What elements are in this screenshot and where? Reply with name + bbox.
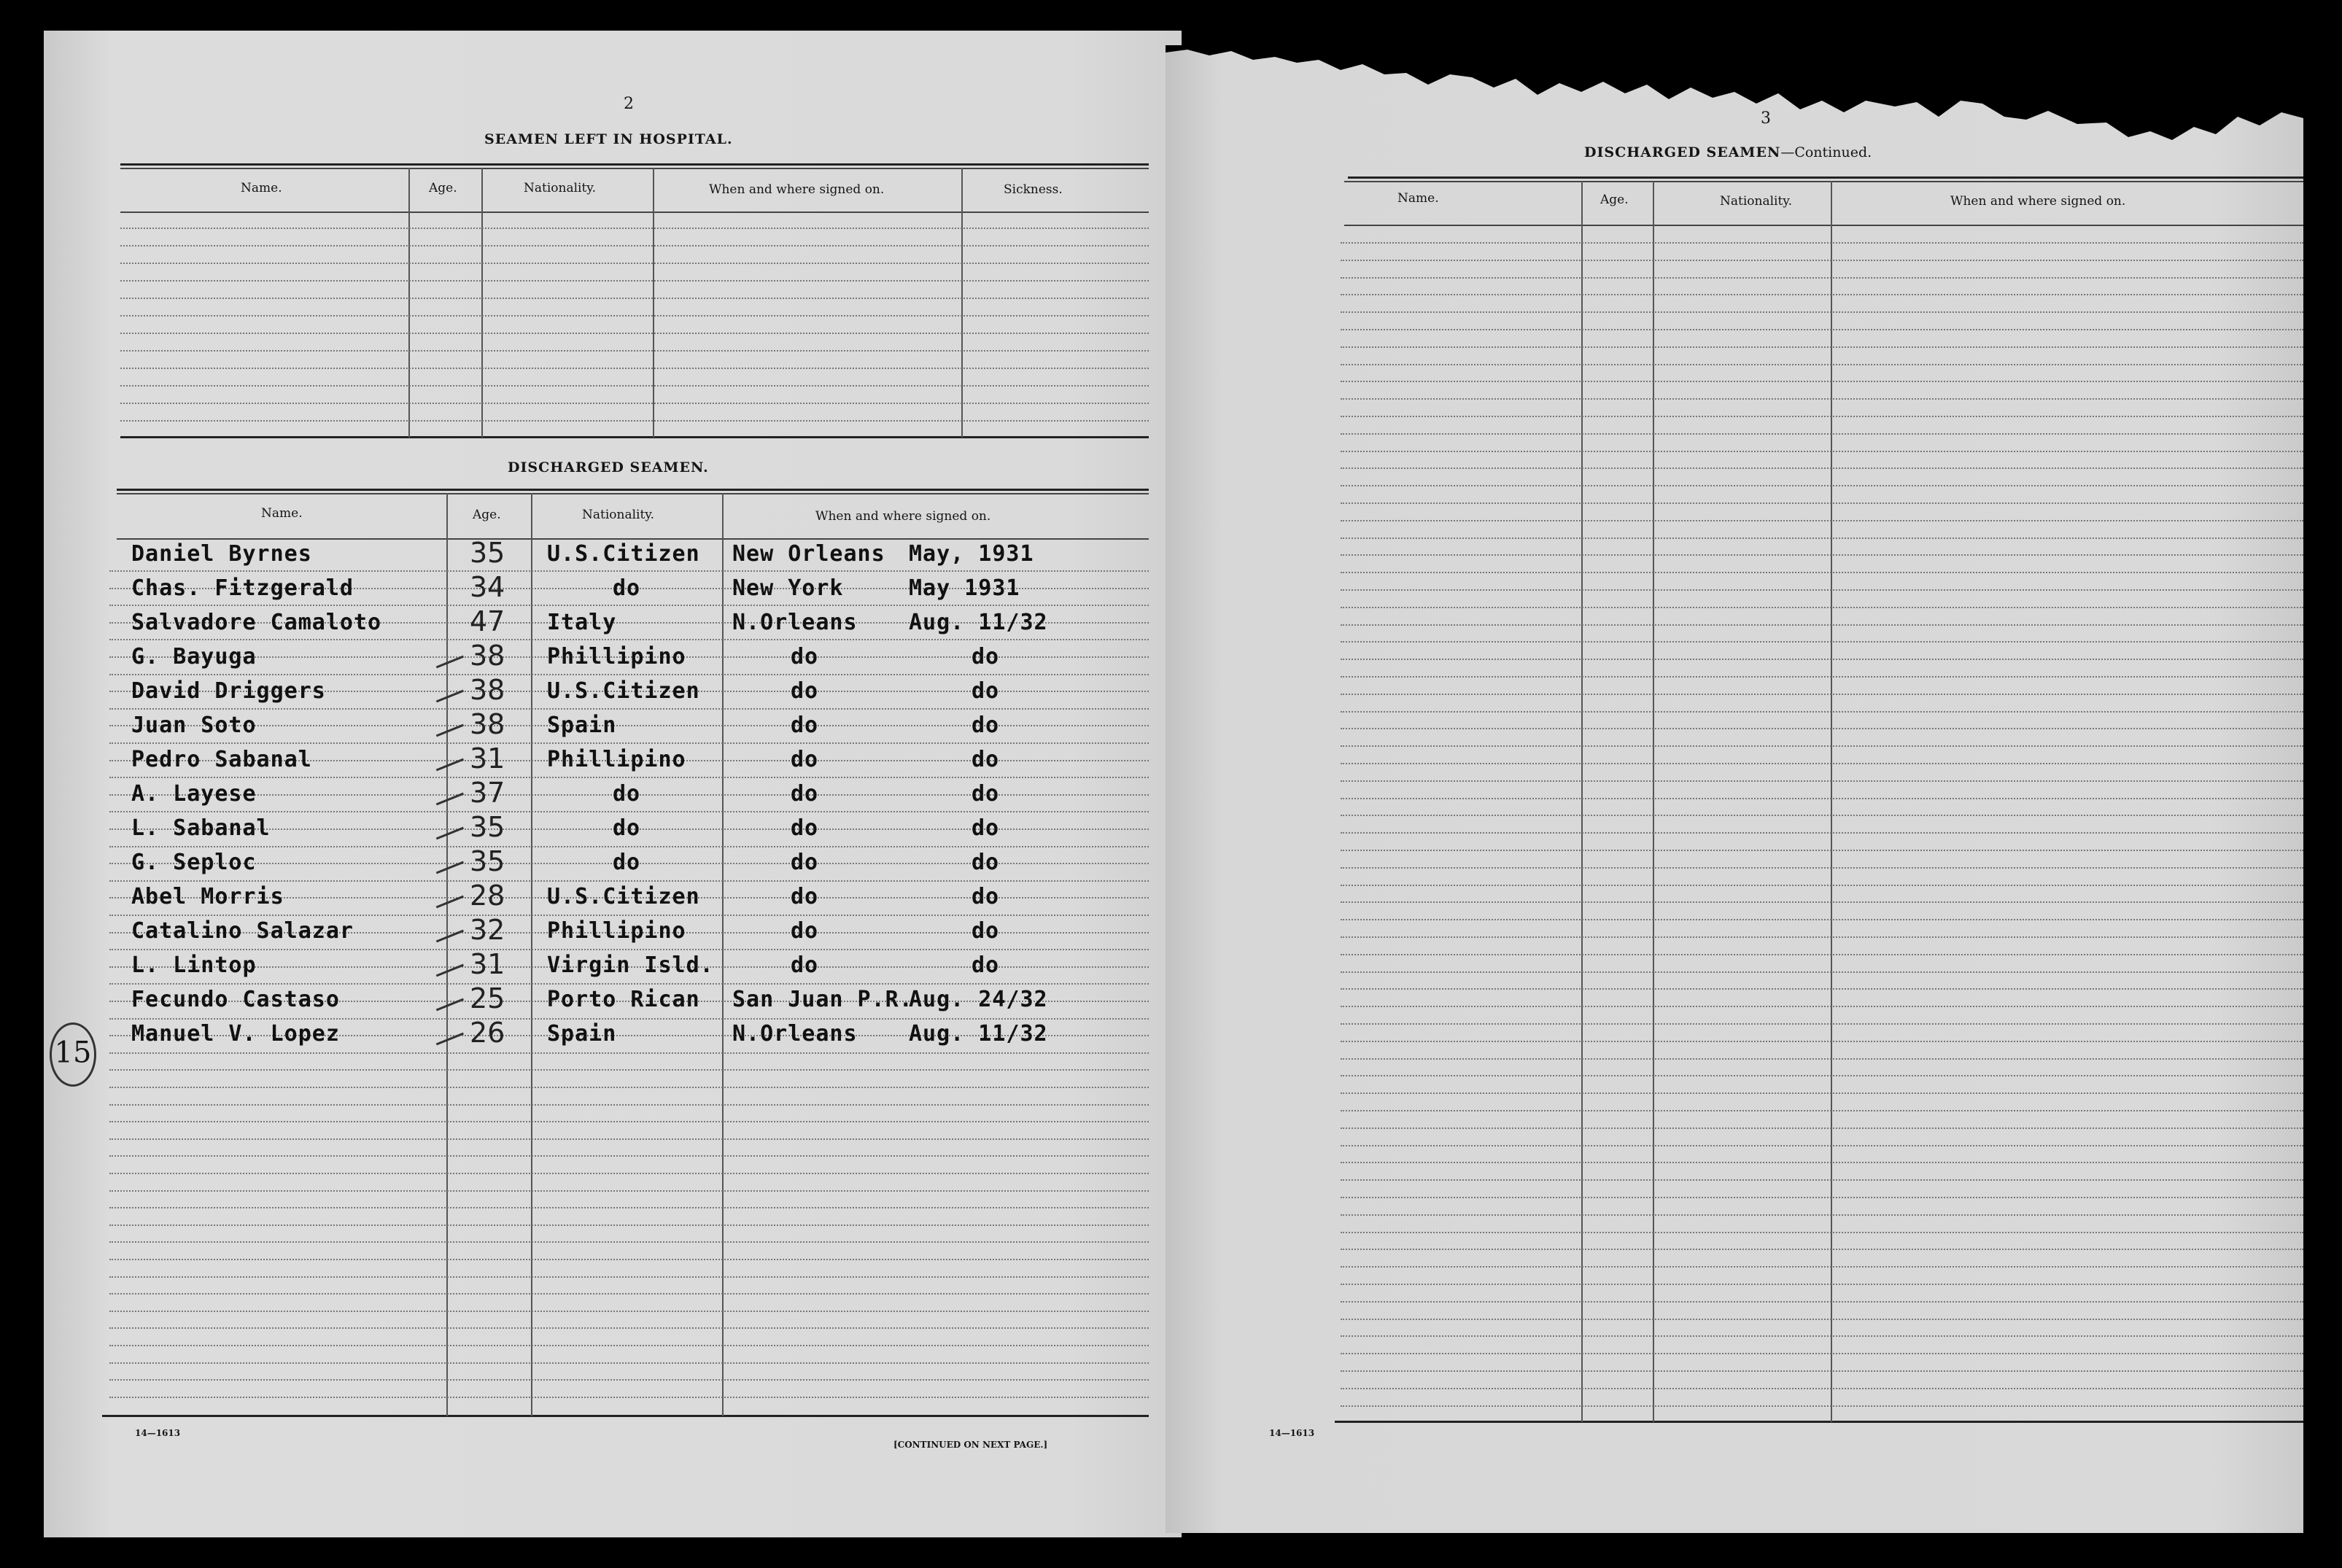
ruled-line (1341, 676, 2303, 678)
seaman-nationality: do (613, 850, 641, 875)
ruled-line (109, 742, 1149, 744)
ruled-line (120, 350, 1149, 352)
seaman-name: David Driggers (131, 678, 326, 704)
ruled-line (109, 1362, 1149, 1364)
continued-note: [CONTINUED ON NEXT PAGE.] (893, 1440, 1048, 1450)
ruled-line (1341, 1092, 2303, 1094)
ruled-line (1341, 1110, 2303, 1111)
ruled-line (109, 949, 1149, 950)
check-mark (429, 947, 464, 977)
hospital-section-title: SEAMEN LEFT IN HOSPITAL. (484, 131, 733, 147)
ruled-line (1341, 641, 2303, 643)
ruled-line (1341, 867, 2303, 869)
right-table-top-rule (1348, 176, 2303, 179)
ruled-line (120, 420, 1149, 422)
signed-on-place: do (791, 918, 819, 944)
signed-on-place: do (791, 850, 819, 875)
seaman-age: 31 (470, 948, 505, 980)
seaman-name: Manuel V. Lopez (131, 1021, 340, 1047)
ruled-line (1341, 485, 2303, 486)
ruled-line (109, 846, 1149, 847)
seaman-nationality: Phillipino (547, 918, 686, 944)
signed-on-date: do (972, 884, 1000, 909)
signed-on-date: do (972, 713, 1000, 738)
margin-mark-text: 15 (54, 1036, 92, 1070)
ruled-line (1341, 936, 2303, 938)
seaman-age: 38 (470, 640, 505, 672)
ruled-line (1341, 1232, 2303, 1233)
discharged-col-signed-on: When and where signed on. (815, 509, 991, 524)
seaman-name: Salvadore Camaloto (131, 610, 382, 635)
right-col-divider (1831, 181, 1832, 1422)
discharged-col-age: Age. (473, 508, 501, 522)
ruled-line (1341, 1249, 2303, 1250)
form-number: 14—1613 (135, 1428, 181, 1438)
discharged-table-bottom-rule (102, 1415, 1149, 1417)
ruled-line (1341, 1075, 2303, 1076)
ruled-line (109, 880, 1149, 882)
hospital-col-nationality: Nationality. (524, 181, 597, 195)
seaman-name: G. Seploc (131, 850, 257, 875)
seaman-age: 35 (470, 845, 505, 877)
hospital-table-top-rule-2 (120, 168, 1149, 169)
discharged-col-nationality: Nationality. (582, 508, 655, 522)
ruled-line (109, 1241, 1149, 1243)
ruled-line (1341, 1335, 2303, 1337)
hospital-col-divider (961, 168, 963, 438)
seaman-age: 26 (470, 1017, 505, 1049)
ruled-line (1341, 832, 2303, 834)
ruled-line (109, 1345, 1149, 1346)
seaman-nationality: U.S.Citizen (547, 541, 700, 567)
ruled-line (1341, 885, 2303, 886)
check-mark (429, 981, 464, 1012)
ruled-line (1341, 1319, 2303, 1320)
ruled-line (1341, 554, 2303, 556)
seaman-name: Chas. Fitzgerald (131, 575, 354, 601)
seaman-nationality: do (613, 575, 641, 601)
check-mark (429, 741, 464, 772)
check-mark (429, 707, 464, 737)
ruled-line (109, 570, 1149, 572)
ruled-line (1341, 745, 2303, 747)
ruled-line (1341, 850, 2303, 851)
hospital-table-bottom-rule (120, 436, 1149, 438)
discharged-table-top-rule-2 (117, 493, 1149, 494)
hospital-col-divider (653, 168, 654, 438)
check-mark (429, 672, 464, 703)
ruled-line (109, 777, 1149, 778)
left-page (44, 31, 1182, 1537)
ruled-line (1341, 624, 2303, 626)
check-mark (429, 775, 464, 806)
ruled-line (120, 333, 1149, 334)
ruled-line (1341, 451, 2303, 452)
ruled-line (1341, 607, 2303, 608)
ruled-line (1341, 589, 2303, 591)
ruled-line (120, 298, 1149, 299)
ruled-line (109, 1087, 1149, 1088)
form-number: 14—1613 (1269, 1428, 1315, 1438)
signed-on-place: do (791, 815, 819, 841)
ruled-line (109, 1224, 1149, 1226)
check-mark (429, 1015, 464, 1046)
signed-on-place: do (791, 644, 819, 669)
ruled-line (1341, 346, 2303, 348)
right-col-signed-on: When and where signed on. (1950, 194, 2126, 209)
ruled-line (1341, 242, 2303, 244)
signed-on-place: do (791, 781, 819, 807)
signed-on-place: do (791, 678, 819, 704)
right-col-divider (1581, 181, 1583, 1422)
ruled-line (1341, 311, 2303, 313)
seaman-nationality: Porto Rican (547, 987, 700, 1012)
ruled-line (120, 245, 1149, 247)
seaman-nationality: Spain (547, 1021, 617, 1047)
ruled-line (109, 1379, 1149, 1381)
ruled-line (109, 1069, 1149, 1071)
seaman-age: 35 (470, 811, 505, 843)
right-col-divider (1653, 181, 1654, 1422)
ruled-line (109, 1173, 1149, 1174)
signed-on-place: New Orleans (732, 541, 885, 567)
ruled-line (109, 915, 1149, 916)
signed-on-date: do (972, 781, 1000, 807)
seaman-name: L. Lintop (131, 952, 257, 978)
signed-on-date: do (972, 747, 1000, 772)
discharged-section-title: DISCHARGED SEAMEN. (508, 459, 709, 476)
ruled-line (109, 605, 1149, 606)
seaman-name: A. Layese (131, 781, 257, 807)
check-mark (429, 810, 464, 840)
ruled-line (1341, 1128, 2303, 1129)
ruled-line (1341, 520, 2303, 521)
ruled-line (1341, 416, 2303, 417)
ruled-line (1341, 1023, 2303, 1025)
signed-on-date: do (972, 644, 1000, 669)
check-mark (429, 878, 464, 909)
ruled-line (120, 403, 1149, 404)
seaman-age: 34 (470, 571, 505, 603)
seaman-age: 25 (470, 982, 505, 1014)
ruled-line (1341, 659, 2303, 660)
seaman-nationality: Virgin Isld. (547, 952, 714, 978)
check-mark (429, 638, 464, 669)
ruled-line (1341, 1353, 2303, 1354)
check-mark (429, 912, 464, 943)
ruled-line (109, 1327, 1149, 1329)
seaman-age: 38 (470, 708, 505, 740)
ruled-line (120, 280, 1149, 282)
right-col-age: Age. (1600, 193, 1629, 207)
ruled-line (1341, 1405, 2303, 1407)
ruled-line (1341, 711, 2303, 713)
ruled-line (1341, 398, 2303, 400)
ruled-line (1341, 1214, 2303, 1216)
seaman-nationality: U.S.Citizen (547, 884, 700, 909)
seaman-nationality: Spain (547, 713, 617, 738)
ruled-line (1341, 1179, 2303, 1181)
signed-on-place: do (791, 747, 819, 772)
seaman-name: Abel Morris (131, 884, 284, 909)
right-page (1166, 45, 2303, 1533)
ruled-line (109, 674, 1149, 675)
hospital-col-name: Name. (241, 181, 282, 195)
ruled-line (109, 1311, 1149, 1312)
discharged-col-name: Name. (261, 506, 303, 521)
ruled-line (1341, 780, 2303, 782)
ruled-line (120, 368, 1149, 369)
seaman-nationality: Phillipino (547, 644, 686, 669)
seaman-age: 32 (470, 914, 505, 946)
ruled-line (1341, 1301, 2303, 1303)
hospital-col-signed-on: When and where signed on. (709, 182, 885, 197)
hospital-col-divider (481, 168, 483, 438)
hospital-header-rule (120, 211, 1149, 213)
ruled-line (1341, 1006, 2303, 1007)
seaman-nationality: U.S.Citizen (547, 678, 700, 704)
seaman-nationality: do (613, 781, 641, 807)
signed-on-place: San Juan P.R. (732, 987, 913, 1012)
ruled-line (1341, 901, 2303, 903)
ruled-line (1341, 1388, 2303, 1389)
ruled-line (1341, 467, 2303, 469)
ruled-line (1341, 537, 2303, 539)
signed-on-date: do (972, 850, 1000, 875)
seaman-age: 37 (470, 777, 505, 809)
right-col-name: Name. (1397, 191, 1439, 206)
signed-on-place: do (791, 884, 819, 909)
ruled-line (1341, 364, 2303, 365)
ruled-line (1341, 572, 2303, 573)
ruled-line (1341, 277, 2303, 279)
margin-circled-mark (50, 1022, 96, 1087)
right-table-bottom-rule (1335, 1421, 2303, 1423)
seaman-name: Juan Soto (131, 713, 257, 738)
signed-on-date: May 1931 (909, 575, 1020, 601)
ruled-line (1341, 919, 2303, 920)
seaman-nationality: Phillipino (547, 747, 686, 772)
ruled-line (109, 1190, 1149, 1192)
discharged-table-top-rule (117, 489, 1149, 491)
signed-on-date: Aug. 11/32 (909, 610, 1048, 635)
ruled-line (1341, 954, 2303, 955)
hospital-col-divider (408, 168, 410, 438)
signed-on-place: do (791, 952, 819, 978)
signed-on-date: do (972, 815, 1000, 841)
right-section-title (1584, 144, 1872, 160)
ruled-line (109, 1138, 1149, 1140)
ruled-line (1341, 294, 2303, 295)
ruled-line (1341, 329, 2303, 330)
ruled-line (1341, 815, 2303, 816)
ruled-line (109, 1293, 1149, 1295)
ruled-line (109, 1259, 1149, 1260)
seaman-name: Daniel Byrnes (131, 541, 312, 567)
ruled-line (1341, 1145, 2303, 1146)
signed-on-place: do (791, 713, 819, 738)
seaman-nationality: Italy (547, 610, 617, 635)
ruled-line (1341, 502, 2303, 504)
hospital-col-sickness: Sickness. (1004, 182, 1063, 197)
ruled-line (109, 639, 1149, 640)
ruled-line (1341, 1058, 2303, 1060)
ruled-line (1341, 694, 2303, 695)
right-header-rule (1344, 225, 2303, 226)
ruled-line (109, 983, 1149, 985)
right-title-main: DISCHARGED SEAMEN (1584, 144, 1781, 160)
ruled-line (109, 1104, 1149, 1106)
signed-on-date: do (972, 678, 1000, 704)
ruled-line (1341, 1266, 2303, 1268)
right-col-nationality: Nationality. (1720, 194, 1793, 209)
seaman-age: 38 (470, 674, 505, 706)
ruled-line (109, 1018, 1149, 1020)
seaman-age: 47 (470, 605, 505, 637)
right-table-top-rule-2 (1344, 181, 2303, 182)
discharged-header-rule (117, 538, 1149, 540)
ruled-line (1341, 988, 2303, 990)
ruled-line (109, 1155, 1149, 1157)
ruled-line (1341, 1370, 2303, 1372)
seaman-age: 35 (470, 537, 505, 569)
ruled-line (109, 811, 1149, 812)
ruled-line (1341, 1041, 2303, 1042)
seaman-nationality: do (613, 815, 641, 841)
hospital-table-top-rule (120, 163, 1149, 166)
seaman-age: 28 (470, 880, 505, 912)
page-number: 3 (1761, 109, 1771, 128)
ruled-line (1341, 1162, 2303, 1163)
ruled-line (1341, 433, 2303, 435)
check-mark (429, 844, 464, 874)
ruled-line (109, 1052, 1149, 1054)
ruled-line (109, 1207, 1149, 1208)
seaman-name: Pedro Sabanal (131, 747, 312, 772)
signed-on-place: N.Orleans (732, 1021, 858, 1047)
ruled-line (1341, 381, 2303, 382)
signed-on-date: do (972, 952, 1000, 978)
seaman-name: Fecundo Castaso (131, 987, 340, 1012)
ruled-line (1341, 763, 2303, 764)
signed-on-place: New York (732, 575, 844, 601)
ruled-line (109, 1276, 1149, 1278)
ruled-line (120, 263, 1149, 264)
page-number: 2 (624, 95, 634, 113)
ruled-line (1341, 728, 2303, 729)
ruled-line (109, 708, 1149, 710)
signed-on-date: Aug. 11/32 (909, 1021, 1048, 1047)
ruled-line (1341, 260, 2303, 261)
signed-on-date: Aug. 24/32 (909, 987, 1048, 1012)
ruled-line (1341, 1284, 2303, 1285)
right-title-continued: —Continued. (1780, 144, 1872, 160)
seaman-age: 31 (470, 742, 505, 775)
ruled-line (1341, 1197, 2303, 1198)
ruled-line (120, 385, 1149, 387)
signed-on-date: do (972, 918, 1000, 944)
signed-on-place: N.Orleans (732, 610, 858, 635)
signed-on-date: May, 1931 (909, 541, 1034, 567)
seaman-name: L. Sabanal (131, 815, 271, 841)
ruled-line (109, 1121, 1149, 1122)
ruled-line (1341, 971, 2303, 973)
ruled-line (120, 228, 1149, 229)
seaman-name: Catalino Salazar (131, 918, 354, 944)
ruled-line (109, 1397, 1149, 1398)
ruled-line (120, 315, 1149, 317)
discharged-col-divider (722, 493, 724, 1416)
discharged-col-divider (531, 493, 532, 1416)
ruled-line (1341, 798, 2303, 799)
seaman-name: G. Bayuga (131, 644, 257, 669)
hospital-col-age: Age. (429, 181, 457, 195)
